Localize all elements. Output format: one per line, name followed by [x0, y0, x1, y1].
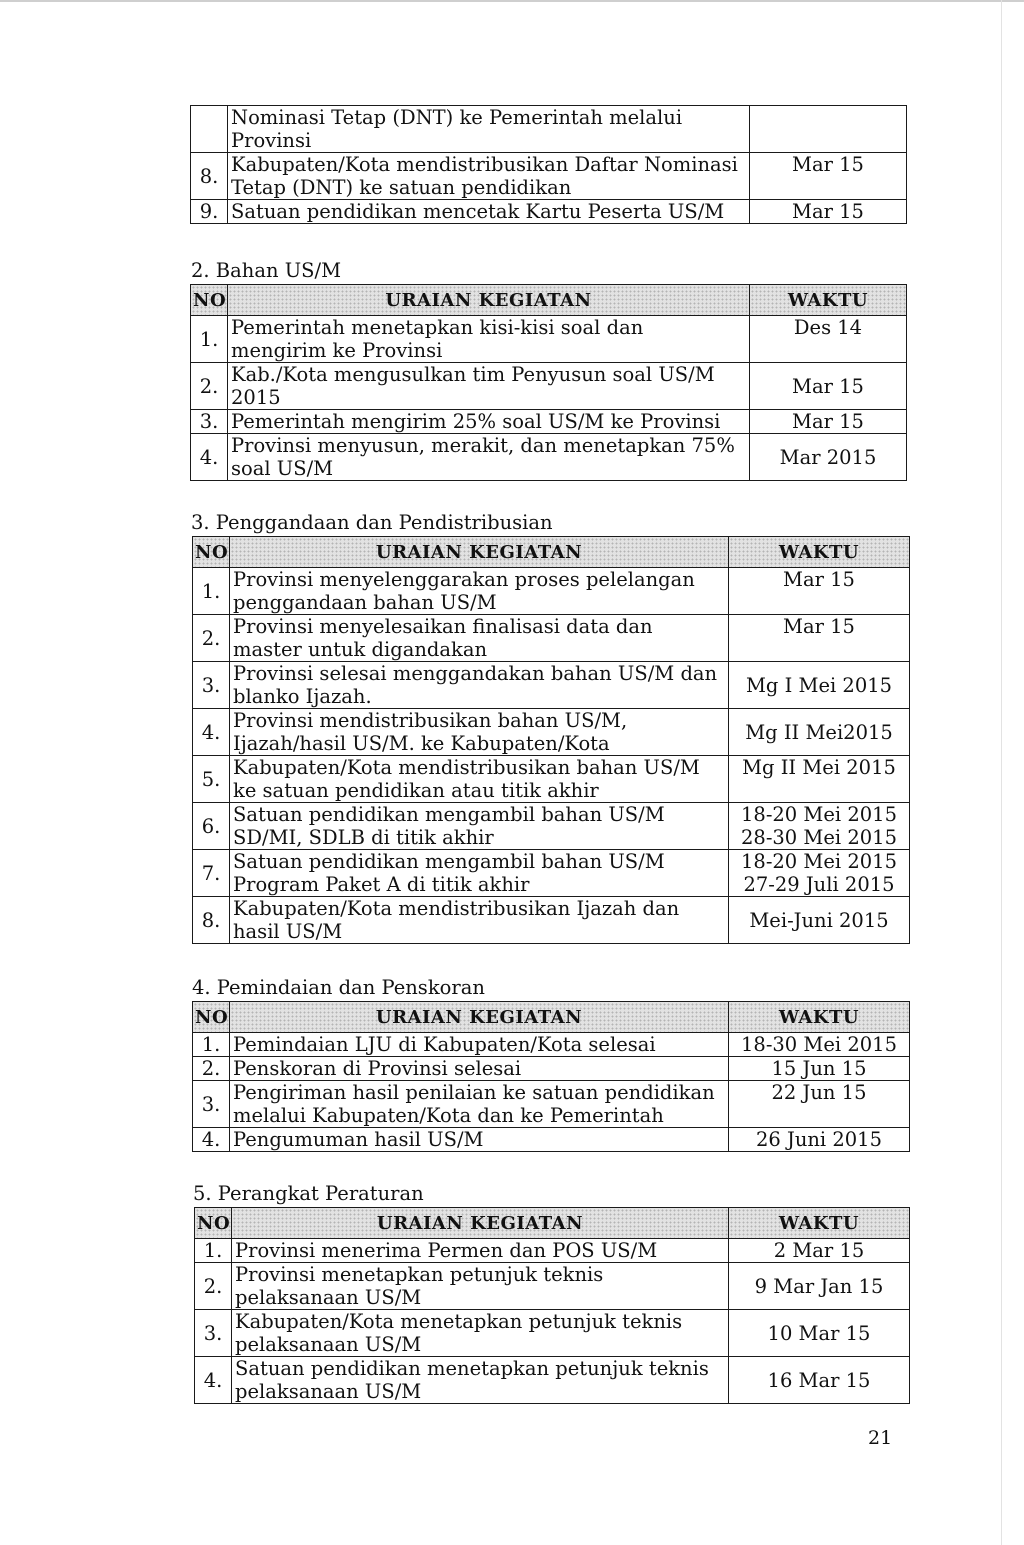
time-line: Mei-Juni 2015 [749, 908, 889, 932]
description-line: Satuan pendidikan mencetak Kartu Peserta US/M [231, 200, 725, 223]
table-row [195, 1239, 910, 1263]
description-line: pelaksanaan US/M [235, 1380, 422, 1403]
row-number: 1. [193, 1033, 230, 1057]
table-row [191, 106, 907, 153]
description-line: Ijazah/hasil US/M. ke Kabupaten/Kota [233, 732, 610, 755]
table-header [191, 285, 907, 316]
row-time [750, 316, 907, 363]
description-line: Nominasi Tetap (DNT) ke Pemerintah melalui [231, 106, 683, 129]
row-time [729, 1310, 910, 1357]
scan-top-edge [0, 0, 1024, 2]
time-line: Mar 15 [783, 615, 855, 638]
description-line: ke satuan pendidikan atau titik akhir [233, 779, 599, 802]
table-row [191, 200, 907, 224]
row-time [729, 897, 910, 944]
table-body [193, 1033, 910, 1152]
row-description [228, 316, 750, 363]
time-line: Mg II Mei2015 [745, 720, 893, 744]
time-line: 10 Mar 15 [767, 1321, 871, 1345]
row-number: 4. [191, 434, 228, 481]
description-line: Satuan pendidikan mengambil bahan US/M [233, 803, 665, 826]
time-line: 16 Mar 15 [767, 1368, 871, 1392]
continuation-table [190, 105, 907, 224]
description-line: Tetap (DNT) ke satuan pendidikan [231, 176, 572, 199]
table-row [195, 1310, 910, 1357]
row-number: 5. [193, 756, 230, 803]
row-number: 4. [195, 1357, 232, 1404]
row-description [228, 106, 750, 153]
table-row [193, 897, 910, 944]
description-line: mengirim ke Provinsi [231, 339, 443, 362]
row-number: 1. [195, 1239, 232, 1263]
table-row [191, 153, 907, 200]
row-number: 2. [195, 1263, 232, 1310]
description-line: Provinsi menyelesaikan finalisasi data dan [233, 615, 653, 638]
header-no: NO [191, 285, 228, 316]
row-time [729, 1033, 910, 1057]
header-uraian-kegiatan: URAIAN KEGIATAN [228, 285, 750, 316]
table-header [193, 537, 910, 568]
table-row [191, 410, 907, 434]
row-number: 4. [193, 1128, 230, 1152]
description-line: SD/MI, SDLB di titik akhir [233, 826, 494, 849]
row-description [230, 568, 729, 615]
row-time [750, 363, 907, 410]
row-time [729, 756, 910, 803]
row-description [230, 662, 729, 709]
row-number: 2. [191, 363, 228, 410]
table-body [191, 316, 907, 481]
row-number: 6. [193, 803, 230, 850]
row-number [191, 106, 228, 153]
description-line: Provinsi menyelenggarakan proses pelelangan [233, 568, 695, 591]
table-row [193, 1057, 910, 1081]
description-line: Pengiriman hasil penilaian ke satuan pendidikan [233, 1081, 715, 1104]
description-line: 2015 [231, 386, 281, 409]
time-line: Mg I Mei 2015 [745, 673, 893, 697]
description-line: hasil US/M [233, 920, 343, 943]
row-time [750, 434, 907, 481]
table-row [191, 316, 907, 363]
table-row [193, 1081, 910, 1128]
header-no: NO [193, 1002, 230, 1033]
table-header [195, 1208, 910, 1239]
row-number: 8. [191, 153, 228, 200]
description-line: melalui Kabupaten/Kota dan ke Pemerintah [233, 1104, 664, 1127]
time-line: 22 Jun 15 [771, 1081, 867, 1104]
time-line: 18-30 Mei 2015 [741, 1033, 897, 1056]
row-number: 7. [193, 850, 230, 897]
row-time [750, 106, 907, 153]
description-line: Kabupaten/Kota mendistribusikan Daftar Nominasi [231, 153, 738, 176]
row-description [230, 897, 729, 944]
time-line: 26 Juni 2015 [755, 1128, 882, 1151]
header-waktu: WAKTU [729, 537, 910, 568]
section-title-pemindaian: 4. Pemindaian dan Penskoran [192, 976, 485, 999]
row-time [729, 1057, 910, 1081]
description-line: Satuan pendidikan mengambil bahan US/M [233, 850, 665, 873]
row-time [750, 410, 907, 434]
time-line: Mar 15 [792, 153, 864, 176]
page-number: 21 [868, 1427, 893, 1449]
row-number: 8. [193, 897, 230, 944]
time-line: 18-20 Mei 2015 [741, 803, 897, 826]
description-line: Provinsi [231, 129, 312, 152]
table-row [195, 1357, 910, 1404]
row-description [230, 1057, 729, 1081]
description-line: Kab./Kota mengusulkan tim Penyusun soal US/M [231, 363, 715, 386]
table-row [193, 568, 910, 615]
section-title-perangkat-peraturan: 5. Perangkat Peraturan [193, 1182, 424, 1205]
time-line: 9 Mar Jan 15 [754, 1274, 884, 1298]
continuation-table-body [191, 106, 907, 224]
time-line: 15 Jun 15 [771, 1057, 867, 1080]
row-description [232, 1357, 729, 1404]
description-line: Program Paket A di titik akhir [233, 873, 530, 896]
row-description [232, 1263, 729, 1310]
row-description [228, 434, 750, 481]
time-line: Des 14 [793, 316, 863, 339]
time-line: Mar 15 [792, 410, 864, 433]
row-time [729, 1239, 910, 1263]
row-time [729, 568, 910, 615]
row-number: 1. [191, 316, 228, 363]
description-line: penggandaan bahan US/M [233, 591, 497, 614]
description-line: Pemerintah menetapkan kisi-kisi soal dan [231, 316, 644, 339]
row-time [729, 709, 910, 756]
time-line: 2 Mar 15 [773, 1239, 865, 1262]
description-line: Provinsi mendistribusikan bahan US/M, [233, 709, 628, 732]
table-row [193, 803, 910, 850]
row-description [230, 803, 729, 850]
row-description [230, 615, 729, 662]
header-uraian-kegiatan: URAIAN KEGIATAN [230, 1002, 729, 1033]
description-line: Provinsi menyusun, merakit, dan menetapkan 75% [231, 434, 735, 457]
scan-right-edge [1001, 0, 1002, 1545]
table-row [191, 363, 907, 410]
table-row [193, 1128, 910, 1152]
description-line: Satuan pendidikan menetapkan petunjuk teknis [235, 1357, 709, 1380]
section-title-penggandaan: 3. Penggandaan dan Pendistribusian [191, 511, 553, 534]
row-description [230, 1081, 729, 1128]
description-line: master untuk digandakan [233, 638, 488, 661]
header-waktu: WAKTU [729, 1208, 910, 1239]
table-row [195, 1263, 910, 1310]
description-line: Kabupaten/Kota mendistribusikan Ijazah dan [233, 897, 680, 920]
table-header [193, 1002, 910, 1033]
description-line: Provinsi menetapkan petunjuk teknis [235, 1263, 604, 1286]
time-line: Mg II Mei 2015 [742, 756, 896, 779]
row-time [729, 1263, 910, 1310]
row-time [729, 1357, 910, 1404]
table-row [193, 709, 910, 756]
row-number: 1. [193, 568, 230, 615]
row-number: 3. [193, 662, 230, 709]
header-no: NO [195, 1208, 232, 1239]
row-description [230, 756, 729, 803]
description-line: Kabupaten/Kota mendistribusikan bahan US/M [233, 756, 700, 779]
description-line: Kabupaten/Kota menetapkan petunjuk teknis [235, 1310, 683, 1333]
time-line: Mar 15 [783, 568, 855, 591]
row-number: 9. [191, 200, 228, 224]
schedule-table-penggandaan [192, 536, 910, 944]
description-line: pelaksanaan US/M [235, 1333, 422, 1356]
row-time [729, 615, 910, 662]
row-time [729, 803, 910, 850]
description-line: pelaksanaan US/M [235, 1286, 422, 1309]
table-row [193, 756, 910, 803]
row-time [750, 200, 907, 224]
row-description [230, 1033, 729, 1057]
row-number: 4. [193, 709, 230, 756]
table-body [195, 1239, 910, 1404]
row-number: 2. [193, 1057, 230, 1081]
description-line: Pemindaian LJU di Kabupaten/Kota selesai [233, 1033, 656, 1056]
time-line: Mar 2015 [779, 445, 877, 469]
description-line: Pemerintah mengirim 25% soal US/M ke Provinsi [231, 410, 721, 433]
description-line: Pengumuman hasil US/M [233, 1128, 484, 1151]
row-number: 3. [191, 410, 228, 434]
row-description [228, 363, 750, 410]
table-row [191, 434, 907, 481]
row-description [232, 1310, 729, 1357]
header-waktu: WAKTU [729, 1002, 910, 1033]
row-description [232, 1239, 729, 1263]
row-description [230, 709, 729, 756]
schedule-table-bahan [190, 284, 907, 481]
time-line: 28-30 Mei 2015 [741, 826, 897, 849]
time-line: Mar 15 [792, 374, 864, 398]
table-row [193, 1033, 910, 1057]
header-uraian-kegiatan: URAIAN KEGIATAN [230, 537, 729, 568]
row-time [750, 153, 907, 200]
table-row [193, 615, 910, 662]
table-body [193, 568, 910, 944]
row-time [729, 1081, 910, 1128]
description-line: Penskoran di Provinsi selesai [233, 1057, 522, 1080]
row-description [228, 410, 750, 434]
header-waktu: WAKTU [750, 285, 907, 316]
table-row [193, 662, 910, 709]
section-title-bahan: 2. Bahan US/M [191, 259, 342, 282]
row-description [230, 1128, 729, 1152]
time-line: 27-29 Juli 2015 [743, 873, 895, 896]
row-time [729, 1128, 910, 1152]
time-line: Mar 15 [792, 200, 864, 223]
row-number: 3. [193, 1081, 230, 1128]
row-description [228, 200, 750, 224]
schedule-table-pemindaian [192, 1001, 910, 1152]
header-uraian-kegiatan: URAIAN KEGIATAN [232, 1208, 729, 1239]
description-line: Provinsi menerima Permen dan POS US/M [235, 1239, 658, 1262]
description-line: soal US/M [231, 457, 334, 480]
time-line: 18-20 Mei 2015 [741, 850, 897, 873]
description-line: blanko Ijazah. [233, 685, 372, 708]
row-time [729, 662, 910, 709]
schedule-table-perangkat-peraturan [194, 1207, 910, 1404]
table-row [193, 850, 910, 897]
row-number: 3. [195, 1310, 232, 1357]
description-line: Provinsi selesai menggandakan bahan US/M dan [233, 662, 718, 685]
row-number: 2. [193, 615, 230, 662]
header-no: NO [193, 537, 230, 568]
row-description [228, 153, 750, 200]
row-time [729, 850, 910, 897]
row-description [230, 850, 729, 897]
